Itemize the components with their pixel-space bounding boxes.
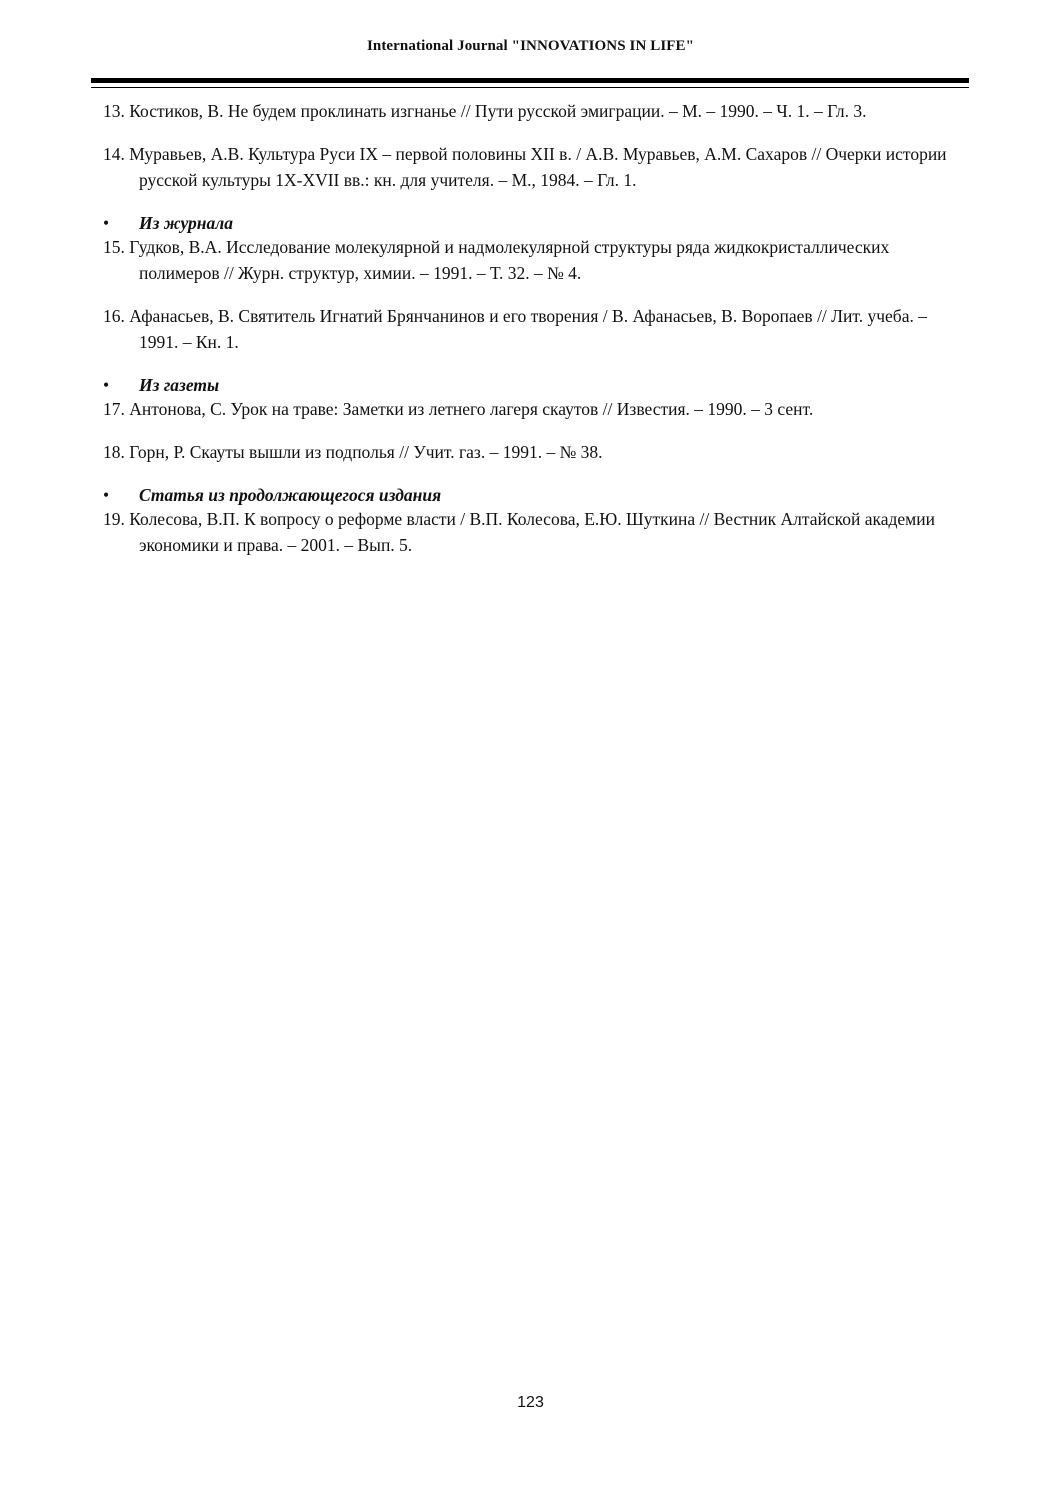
section-heading-serial	[103, 484, 963, 506]
reference-18: 18. Горн, Р. Скауты вышли из подполья // Учит. газ. – 1991. – № 38.	[103, 442, 603, 462]
section-heading-label: Из журнала	[139, 213, 233, 233]
reference-15: 15. Гудков, В.А. Исследование молекулярной и надмолекулярной структуры ряда жидкокристаллических полимеров // Журн. структур, химии. – 1991. – Т. 32. – № 4.	[103, 237, 890, 283]
header-rule-thick	[91, 78, 969, 83]
journal-header: International Journal "INNOVATIONS IN LIFE"	[366, 38, 695, 54]
page-number: 123	[517, 1394, 544, 1411]
reference-16: 16. Афанасьев, В. Святитель Игнатий Брянчанинов и его творения / В. Афанасьев, В. Воропаев // Лит. учеба. – 1991. – Кн. 1.	[103, 306, 927, 352]
reference-14: 14. Муравьев, А.В. Культура Руси IX – первой половины XII в. / А.В. Муравьев, А.М. Сахаров // Очерки истории русской культуры 1X-XVII вв.: кн. для учителя. – М., 1984. – Гл. 1.	[103, 144, 947, 190]
bullet-icon: •	[103, 485, 110, 505]
reference-17: 17. Антонова, С. Урок на траве: Заметки из летнего лагеря скаутов // Известия. – 1990. – 3 сент.	[103, 399, 814, 419]
header-rule-thin	[91, 87, 969, 88]
section-heading-journal	[103, 212, 963, 234]
section-heading-label: Статья из продолжающегося издания	[139, 485, 442, 505]
bibliography-list	[103, 98, 963, 558]
bullet-icon: •	[103, 213, 110, 233]
reference-13: 13. Костиков, В. Не будем проклинать изгнанье // Пути русской эмиграции. – М. – 1990. – Ч. 1. – Гл. 3.	[103, 101, 867, 121]
section-heading-label: Из газеты	[139, 375, 220, 395]
section-heading-newspaper	[103, 374, 963, 396]
bullet-icon: •	[103, 375, 110, 395]
reference-19: 19. Колесова, В.П. К вопросу о реформе власти / В.П. Колесова, Е.Ю. Шуткина // Вестник Алтайской академии экономики и права. – 2001. – Вып. 5.	[103, 509, 935, 555]
